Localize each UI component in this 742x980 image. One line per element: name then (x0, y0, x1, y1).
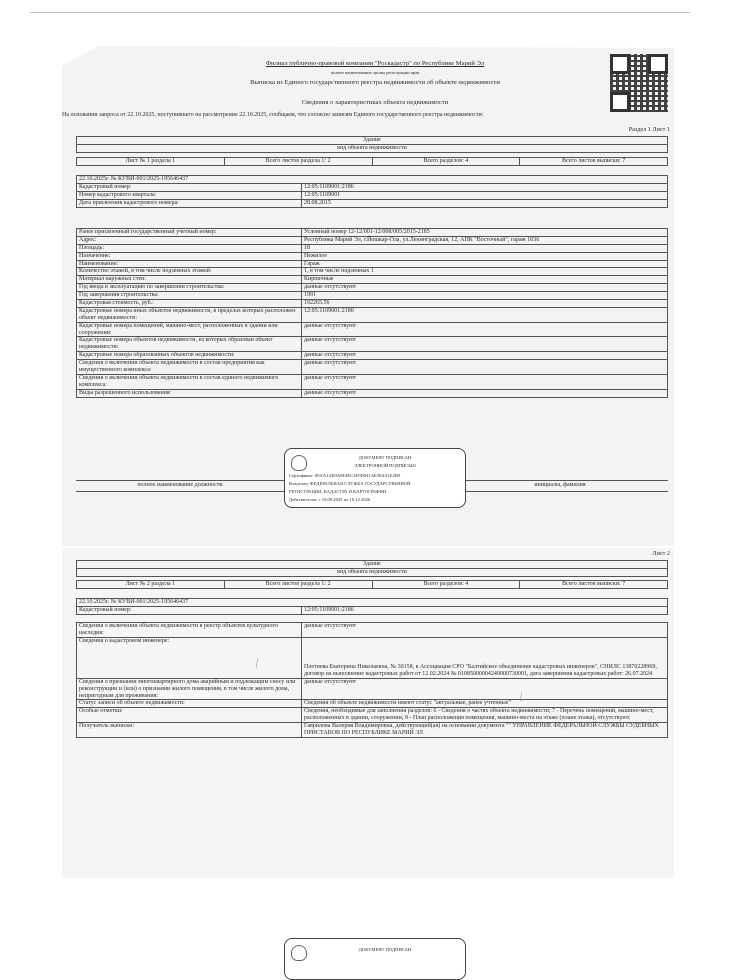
page-1-id-table (76, 175, 668, 208)
pen-mark: ⁄ (516, 690, 525, 704)
table-row: Кадастровые номера образованных объектов недвижимости: данные отсутствуют (77, 352, 668, 360)
object-type-caption: вид объекта недвижимости (77, 144, 668, 152)
doc-date-no: 22.10.2025г. № КУВИ-001/2025-195646437 (77, 176, 668, 184)
e-signature-stamp-bottom: ДОКУМЕНТ ПОДПИСАН (284, 938, 466, 980)
table-row: Год завершения строительства: 1991 (77, 292, 668, 300)
table-row: Материал наружных стен: Кирпичные (77, 276, 668, 284)
extract-title: Выписка из Единого государственного реестра недвижимости об объекте недвижимости (250, 79, 500, 86)
request-text: На основании запроса от 22.10.2025, поступившего на рассмотрение 22.10.2025, сообщаем, что согласно записям Единого государственного реестра недвижимости: (62, 112, 484, 118)
qr-code-icon (610, 54, 668, 112)
table-row: Адрес: Республика Марий Эл, г.Йошкар-Ола, ул.Ленинградская, 12, АПК "Восточный", гараж 1036 (77, 236, 668, 244)
total-sections: Всего разделов: 4 (372, 157, 520, 165)
table-row: Кадастровый номер: 12:05:1109001:2186 (77, 183, 668, 191)
page-1-label: Раздел 1 Лист 1 (628, 126, 670, 133)
page-2-details-table (76, 622, 668, 738)
table-row: Сведения о кадастровом инженере: Плетнева Екатерина Николаевна, № 30158, в Ассоциация СРО "Балтийское объединение кадастровых инженеров", СНИЛС 13870228969, договор на выполнение кадастровых работ от 12.02.2024 № 01085000004240000730001, дата завершения кадастровых работ: 26.07.2024 (77, 637, 668, 678)
table-row: Кадастровые номера помещений, машино-мест, расположенных в здании или сооружении: данные отсутствуют (77, 322, 668, 337)
e-signature-stamp: ДОКУМЕНТ ПОДПИСАН ЭЛЕКТРОННОЙ ПОДПИСЬЮ Сертификат: 00AA1AE0A8F4EC3E9D041AE5E4A1E2B9 Владелец: ФЕДЕРАЛЬНАЯ СЛУЖБА ГОСУДАРСТВЕННОЙ РЕГИСТРАЦИИ, КАДАСТРА И КАРТОГРАФИИ Действителен: с 16.09.2025 по 10.12.2026 (284, 448, 466, 508)
object-type: Здание (77, 137, 668, 145)
page-2-header-table: Здание вид объекта недвижимости Лист № 2 раздела 1 Всего листов раздела 1: 2 Всего разделов: 4 Всего листов выписки: 7 (76, 560, 668, 589)
table-row: Наименование: Гараж (77, 260, 668, 268)
position-caption: полное наименование должности (137, 482, 223, 488)
table-row: Кадастровые номера объектов недвижимости, из которых образован объект недвижимости: данные отсутствуют (77, 337, 668, 352)
emblem-icon (291, 945, 307, 961)
table-row: Статус записи об объекте недвижимости: Сведения об объекте недвижимости имеют статус "актуальные, ранее учтенные" (77, 700, 668, 708)
pen-mark: ⁄ (252, 656, 261, 670)
table-row: Количество этажей, в том числе подземных этажей: 1, в том числе подземных 1 (77, 268, 668, 276)
scan-edge (30, 12, 690, 13)
emblem-icon (291, 455, 307, 471)
table-row: Кадастровые номера иных объектов недвижимости, в пределах которых расположен объект недвижимости: 12:05:1109001:2180 (77, 307, 668, 322)
table-row: Номер кадастрового квартала: 12:05:1109001 (77, 191, 668, 199)
org-caption: полное наименование органа регистрации прав (330, 70, 420, 75)
page-2-id-table: 22.10.2025г. № КУВИ-001/2025-195646437 Кадастровый номер: 12:05:1109001:2186 (76, 598, 668, 615)
org-name: Филиал публично-правовой компании "Роскадастр" по Республике Марий Эл (265, 60, 485, 67)
page-1-header-table (76, 136, 668, 166)
table-row: Сведения о включении объекта недвижимости в состав предприятия как имущественного комплекса: данные отсутствуют (77, 360, 668, 375)
total-sheets-section: Всего листов раздела 1: 2 (224, 157, 372, 165)
table-row: Сведения о признании многоквартирного дома аварийным и подлежащим сносу или реконструкции и (или) о признании жилого помещения, в том числе жилого дома, непригодным для проживания: данные отсутствуют (77, 678, 668, 700)
table-row: Дата присвоения кадастрового номера: 28.08.2015 (77, 199, 668, 207)
table-row: Кадастровая стоимость, руб.: 192265.56 (77, 300, 668, 308)
table-row: Особые отметки: Сведения, необходимые для заполнения разделов: 6 - Сведения о частях объекта недвижимости; 7 - Перечень помещений, машино-мест, расположенных в здании, сооружении; 8 - План расположения помещения, машино-места на этаже (плане этажа), отсутствуют. (77, 708, 668, 723)
sheet-no: Лист № 1 раздела 1 (77, 157, 225, 165)
table-row: Площадь: 18 (77, 244, 668, 252)
page-2-label: Лист 2 (652, 550, 670, 557)
table-row: Ранее присвоенный государственный учетный номер: Условный номер 12-12/001-12/008/005/2015-2185 (77, 229, 668, 237)
table-row: Сведения о включении объекта недвижимости в реестр объектов культурного наследия: данные отсутствуют (77, 623, 668, 638)
section-title: Сведения о характеристиках объекта недвижимости (301, 99, 449, 106)
table-row: Сведения о включении объекта недвижимости в состав единого недвижимого комплекса: данные отсутствуют (77, 374, 668, 389)
table-row: Виды разрешенного использования: данные отсутствуют (77, 389, 668, 397)
table-row: Назначение: Нежилое (77, 252, 668, 260)
name-caption: инициалы, фамилия (534, 482, 586, 488)
total-sheets-extract: Всего листов выписки: 7 (520, 157, 668, 165)
table-row: Год ввода в эксплуатацию по завершении строительства: данные отсутствуют (77, 284, 668, 292)
page-1-characteristics-table (76, 228, 668, 398)
table-row: Получатель выписки: Гаврилова Валерия Владимировна, действующий(ая) на основании документа "" УПРАВЛЕНИЕ ФЕДЕРАЛЬНОЙ СЛУЖБЫ СУДЕБНЫХ ПРИСТАВОВ ПО РЕСПУБЛИКЕ МАРИЙ ЭЛ (77, 723, 668, 738)
